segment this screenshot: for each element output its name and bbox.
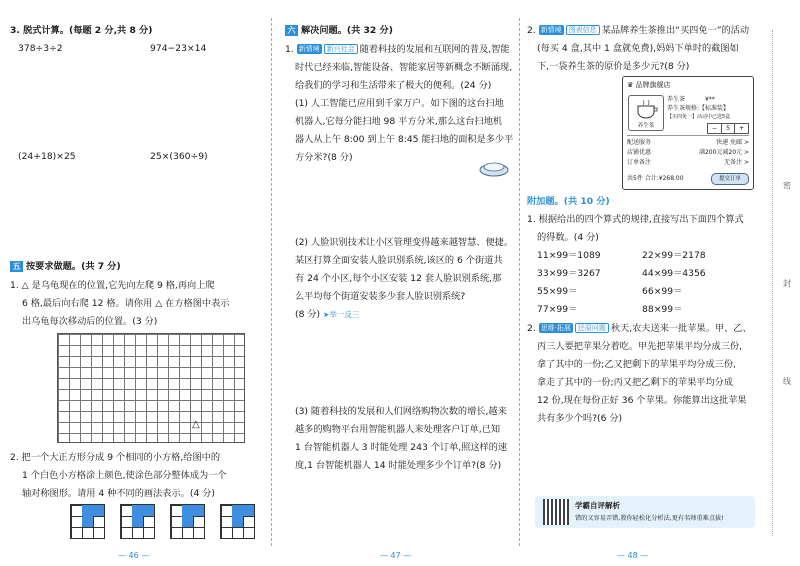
q1c-line3: 1 台智能机器人 3 时能处理 243 个订单,照这样的速 <box>295 442 508 453</box>
section5-number: 五 <box>10 261 23 272</box>
crown-icon: ♛ <box>627 81 634 89</box>
q1b-line1: (2) 人脸识别技术让小区管理变得越来越智慧、便捷。 <box>295 237 514 248</box>
section6-heading <box>285 22 393 40</box>
bonus2-line2: 丙三人要把苹果分着吃。甲先把苹果平均分成三份, <box>537 341 743 352</box>
increase-button[interactable]: + <box>734 124 748 133</box>
q2-line3: 下,一袋养生茶的原价是多少元?(8 分) <box>537 61 690 72</box>
equation-6: 66×99＝ <box>642 286 683 297</box>
quantity-stepper[interactable] <box>707 123 749 134</box>
tag-chart-info: 图表信息 <box>566 25 600 35</box>
quantity-value: 5 <box>726 125 730 132</box>
seal-line-char-2: 封 <box>783 279 791 288</box>
section5-heading <box>10 258 121 276</box>
equation-4: 44×99＝4356 <box>642 268 706 279</box>
order-note-row[interactable]: 订单备注 无备注 > <box>627 159 749 166</box>
symmetry-square-3[interactable] <box>170 504 205 539</box>
equation-7: 77×99＝ <box>537 304 578 315</box>
tag-thinking-extension: 思维·拓展 <box>540 324 571 332</box>
equation-8: 88×99＝ <box>642 304 683 315</box>
bonus1-line2: 的得数。(4 分) <box>537 232 599 243</box>
q1-line2: 6 格,最后向右爬 12 格。请你用 △ 在方格图中表示 <box>22 298 230 309</box>
calc-a: 378÷3÷2 <box>18 43 63 54</box>
left-page <box>0 0 270 566</box>
bonus2-line5: 12 份,现在每份正好 36 个苹果。你能算出这批苹果 <box>537 395 747 406</box>
section6-title: 解决问题。(共 32 分) <box>301 25 393 36</box>
submit-order-button[interactable]: 提交订单 <box>711 173 749 185</box>
q1c-line4: 度,1 台智能机器人 14 时能处理多少个订单?(8 分) <box>295 460 502 471</box>
item-name: 养生茶 <box>667 96 686 103</box>
banner-text: 错的又容易弄错,教你轻松化分析法,更有名师重难点拔! <box>575 515 724 522</box>
tag-reverse-problem: 还原问题 <box>575 323 609 333</box>
shop-header <box>627 81 749 90</box>
q1-intro-line3: 给我们的学习和生活带来了极大的便利。(24 分) <box>295 80 492 91</box>
q1-line3: 出乌龟每次移动后的位置。(3 分) <box>22 316 158 327</box>
qr-code-icon[interactable] <box>543 499 569 525</box>
decrease-button[interactable]: − <box>708 124 722 133</box>
banner-title: 学霸自评解析 <box>575 501 620 510</box>
self-review-banner[interactable] <box>535 496 755 528</box>
calc-d: 25×(360÷9) <box>150 151 208 162</box>
symmetry-square-4[interactable] <box>220 504 255 539</box>
q2-line1: 2. 新情境 图表信息 某品牌养生茶推出“买四免一”的活动 <box>527 25 750 36</box>
total-label: 共5件 合计: <box>627 175 659 182</box>
page-number-48: — 48 — <box>617 551 649 560</box>
promo-text: 【买四免一】活动中已选5盒 <box>667 114 731 120</box>
tag-new-context: 新情境 <box>298 45 320 53</box>
turtle-marker: △ <box>192 419 200 430</box>
total-value: ¥268.00 <box>658 175 684 182</box>
q1b-line4: 么平均每个街道安装多少套人脸识别系统? <box>295 291 466 302</box>
tag-emerging-society: 新兴社会 <box>324 44 358 54</box>
q1b-line2: 某区打算全面安装人脸识别系统,该区的 6 个街道共 <box>295 255 503 266</box>
page-divider-2 <box>519 18 520 546</box>
product-caption: 养生茶 <box>637 123 655 129</box>
q2-line1: 2. 把一个大正方形分成 9 个相同的小方格,给图中的 <box>10 452 221 463</box>
q2-line2: (每买 4 盒,其中 1 盒就免费),妈妈下单时的截图如 <box>537 43 739 54</box>
square-grid[interactable] <box>57 333 245 443</box>
middle-page <box>273 0 517 566</box>
q2-line2: 1 个白色小方格涂上颜色,使涂色部分整体成为一个 <box>22 470 227 481</box>
bonus2-line1: 2. 思维·拓展 还原问题 秋天,农夫送来一批苹果。甲、乙、 <box>527 323 752 334</box>
equation-5: 55×99＝ <box>537 286 578 297</box>
q1-intro-line2: 时代已经来临,智能设备、智能家居等新概念不断涌现, <box>295 62 513 73</box>
spec-label: 养生茶规格:【标准装】 <box>667 105 730 112</box>
q1b-line3: 有 24 个小区,每个小区安装 12 套人脸识别系统,那 <box>295 273 502 284</box>
equation-2: 22×99＝2178 <box>642 250 706 261</box>
seal-line <box>772 30 773 536</box>
page-divider-1 <box>271 18 272 546</box>
store-discount-row[interactable]: 店铺优惠 满200元减20元 > <box>627 149 749 156</box>
bonus2-line6: 共有多少个吗?(6 分) <box>537 413 623 424</box>
item-name-row <box>667 95 749 104</box>
q1-intro-line1: 1. 新情境 新兴社会 随着科技的发展和互联网的普及,智能 <box>285 44 510 55</box>
tag-new-context-2: 新情境 <box>540 26 562 34</box>
page-number-46: — 46 — <box>118 551 150 560</box>
order-screenshot <box>622 76 754 190</box>
shop-name: 品牌旗舰店 <box>635 81 671 89</box>
delivery-row[interactable]: 配送服务 快递 免邮 > <box>627 139 749 146</box>
seal-line-char-1: 密 <box>783 181 791 190</box>
q3-title: 3. 脱式计算。(每题 2 分,共 8 分) <box>10 25 153 36</box>
q1a-line3: 器人从上午 8:00 到上午 8:45 能扫地的面积是多少平 <box>295 134 514 145</box>
q1c-line1: (3) 随着科技的发展和人们网络购物次数的增长,越来 <box>295 406 507 417</box>
page-number-47: — 47 — <box>380 551 412 560</box>
robot-vacuum-icon <box>478 158 510 178</box>
bonus2-line4: 拿走了其中的一份;丙又把乙剩下的苹果平均分成 <box>537 377 734 388</box>
q1b-line5: (8 分) ➤举一反三 <box>295 309 360 320</box>
teacup-icon <box>629 96 663 122</box>
symmetry-square-1[interactable] <box>70 504 105 539</box>
q2-line3: 轴对称图形。请用 4 种不同的画法表示。(4 分) <box>22 488 215 499</box>
bonus2-line3: 拿了其中的一份;乙又把剩下的苹果平均分成三份, <box>537 359 736 370</box>
q1a-line2: 机器人,它每分能扫地 98 平方分米,那么这台扫地机 <box>295 116 503 127</box>
bonus1-line1: 1. 根据给出的四个算式的规律,直接写出下面四个算式 <box>527 214 744 225</box>
section6-number: 六 <box>285 25 298 36</box>
related-practice-link[interactable]: ➤举一反三 <box>323 310 360 319</box>
q1a-line4: 方分米?(8 分) <box>295 152 353 163</box>
equation-1: 11×99＝1089 <box>537 250 601 261</box>
q1c-line2: 越多的购物平台用智能机器人来处理客户订单,已知 <box>295 424 501 435</box>
q1-line1: 1. △ 是乌龟现在的位置,它先向左爬 9 格,再向上爬 <box>10 280 215 291</box>
symmetry-square-2[interactable] <box>120 504 155 539</box>
section5-title: 按要求做题。(共 7 分) <box>26 261 121 272</box>
item-price: ¥** <box>704 96 715 103</box>
product-image <box>628 95 664 131</box>
calc-c: (24+18)×25 <box>18 151 76 162</box>
seal-line-char-3: 线 <box>783 377 791 386</box>
calc-b: 974−23×14 <box>150 43 207 54</box>
bonus-title: 附加题。(共 10 分) <box>527 196 610 207</box>
q1a-line1: (1) 人工智能已应用到千家万户。如下图的这台扫地 <box>295 98 504 109</box>
equation-3: 33×99＝3267 <box>537 268 601 279</box>
